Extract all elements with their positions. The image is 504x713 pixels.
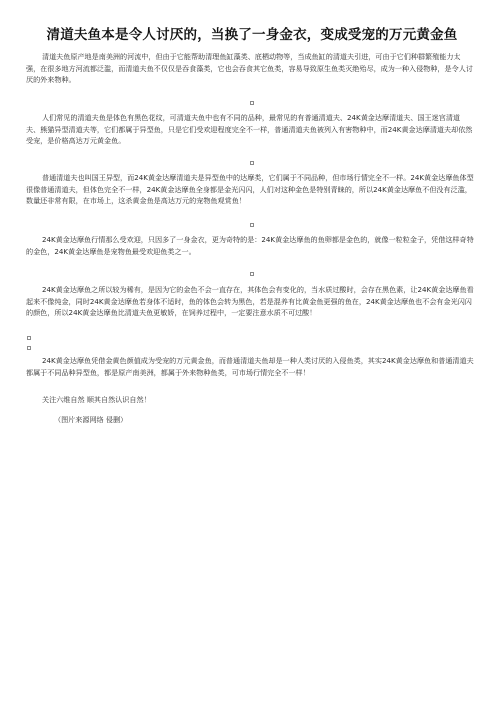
image-placeholder-icon [27, 346, 31, 350]
image-placeholder-icon [250, 161, 254, 165]
image-placeholder-icon [27, 336, 31, 340]
image-placeholder-icon [250, 101, 254, 105]
paragraph-intro: 清道夫鱼原产地是南美洲的河流中，但由于它能帮助清理鱼缸藻类、底栖动物等，当成鱼缸的清道夫引进，可由于它们种群繁殖能力太强，在很多地方河流都泛滥，而清道夫鱼不仅仅是吞食藻类，它也会吞食其它鱼类，容易导致原生鱼类灭绝殆尽，成为一种入侵物种，是令人讨厌的外来物种。 [26, 52, 473, 84]
article-title: 清道夫鱼本是令人讨厌的，当换了一身金衣，变成受宠的万元黄金鱼 [46, 27, 458, 43]
follow-line: 关注六维自然 顺其自然认识自然！ [42, 395, 151, 404]
paragraph-comparison: 普通清道夫也叫国王异型，而24K黄金达摩清道夫是异型鱼中的达摩类，它们属于不同品种，但市场行情完全不一样。24K黄金达摩鱼体型很像普通清道夫，但体色完全不一样，24K黄金达摩鱼全身都是金光闪闪，人们对这种金色是特别青睐的，所以24K黄金达摩鱼不但没有泛滥，数量还非常有限，在市场上，这杀黄金鱼是高达万元的宠物鱼观赏鱼！ [26, 173, 474, 205]
image-source-note: （图片来源网络 侵删） [54, 415, 128, 424]
paragraph-conclusion: 24K黄金达摩鱼凭借金黄色颜值成为受宠的万元黄金鱼，而普通清道夫鱼却是一种人类讨厌的入侵鱼类，其实24K黄金达摩鱼和普通清道夫都属于不同品种异型鱼，都是原产南美洲，都属于外来物种鱼类，可市场行情完全不一样！ [26, 356, 474, 377]
paragraph-varieties: 人们常见的清道夫鱼是体色有黑色花纹，可清道夫鱼中也有不同的品种，最常见的有普通清道夫、24K黄金达摩清道夫、国王迷宫清道夫、熊猫异型清道夫等，它们都属于异型鱼，只是它们受欢迎程度完全不一样，普通清道夫鱼被列入有害物种中，而24K黄金达摩清道夫却依然受宠，是价格高达万元黄金鱼。 [26, 113, 473, 145]
image-placeholder-icon [250, 272, 254, 276]
paragraph-rarity: 24K黄金达摩鱼之所以较为稀有，是因为它的金色不会一直存在，其体色会有变化的，当水质过酸时，会存在黑色素，让24K黄金达摩鱼看起来不像纯金，同时24K黄金达摩鱼若身体不适时，鱼的体色会转为黑色，若是混养有比黄金鱼更强的鱼在，24K黄金达摩鱼也不会有金光闪闪的颜色，所以24K黄金达摩鱼比清道夫鱼更敏娇，在饲养过程中，一定要注意水质不可过酸！ [26, 285, 474, 317]
image-placeholder-icon [250, 223, 254, 227]
paragraph-golden-eggs: 24K黄金达摩鱼行情那么受欢迎，只因多了一身金衣，更为奇特的是：24K黄金达摩鱼的鱼卵都是金色的，就像一粒粒金子，凭借这样奇特的金色，24K黄金达摩鱼是宠物鱼最受欢迎鱼类之一。 [26, 235, 474, 256]
